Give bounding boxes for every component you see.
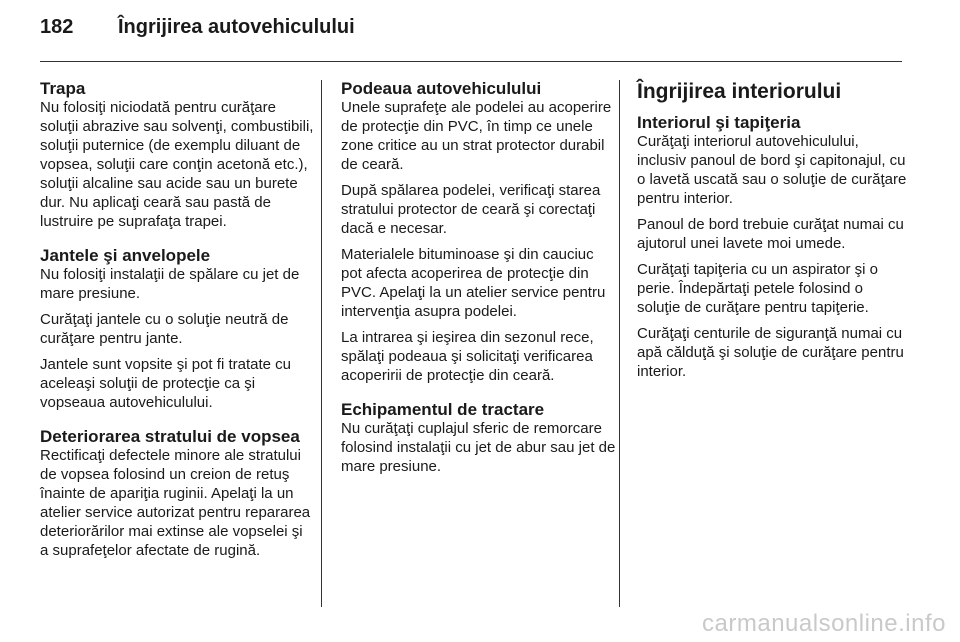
page-header [40,12,355,42]
paragraph: Unele suprafeţe ale podelei au acoperire de protecţie din PVC, în timp ce unele zone critice au un strat protector durabil de ceară. [341,99,612,173]
main-section-title: Îngrijirea interiorului [637,80,842,103]
column-left [40,80,315,567]
section-title-trapa: Trapa [40,79,86,98]
paragraph: Curăţaţi interiorul autovehiculului, inclusiv panoul de bord şi capitonajul, cu o lavetă uscată sau o soluţie de curăţare pentru interior. [637,133,907,207]
column-middle [341,80,616,483]
watermark: carmanualsonline.info [702,610,946,637]
section-title-podea: Podeaua autovehiculului [341,79,542,98]
paragraph: Curăţaţi centurile de siguranţă numai cu apă călduţă şi soluţie de curăţare pentru interior. [637,325,904,380]
page-number: 182 [40,15,74,38]
section-title-tractare: Echipamentul de tractare [341,400,545,419]
paragraph: Jantele sunt vopsite şi pot fi tratate cu aceleaşi soluţii de protecţie ca şi vopseaua autovehiculului. [40,356,291,411]
paragraph: Curăţaţi jantele cu o soluţie neutră de curăţare pentru jante. [40,311,289,347]
paragraph: Materialele bituminoase şi din cauciuc pot afecta acoperirea de protecţie din PVC. Apelaţi la un atelier service pentru intervenţia asupra podelei. [341,246,606,320]
paragraph: Nu folosiţi niciodată pentru curăţare soluţii abrazive sau solvenţi, combustibili, soluţii puternice (de exemplu diluant de vopsea, soluţii care conţin acetonă etc.), soluţii alcaline sau acide sau un burete dur. Nu aplicaţi ceară sau pastă de lustruire pe suprafaţa trapei. [40,99,314,230]
paragraph: La intrarea şi ieşirea din sezonul rece, spălaţi podeaua şi solicitaţi verificarea acoperirii de protecţie din ceară. [341,329,594,384]
section-title-jante: Jantele şi anvelopele [40,246,211,265]
column-divider [321,80,322,607]
paragraph: După spălarea podelei, verificaţi starea stratului protector de ceară şi corectaţi dacă e necesar. [341,182,601,237]
column-right [637,80,907,388]
paragraph: Nu curăţaţi cuplajul sferic de remorcare folosind instalaţii cu jet de abur sau jet de mare presiune. [341,420,616,475]
paragraph: Nu folosiţi instalaţii de spălare cu jet de mare presiune. [40,266,300,302]
section-title-interior: Interiorul şi tapiţeria [637,113,801,132]
paragraph: Rectificaţi defectele minore ale stratului de vopsea folosind un creion de retuş înainte de apariţia ruginii. Apelaţi la un atelier service autorizat pentru repararea deteriorărilor mai extinse ale vopselei şi a suprafeţelor afectate de rugină. [40,447,311,559]
chapter-title: Îngrijirea autovehiculului [118,15,355,38]
paragraph: Panoul de bord trebuie curăţat numai cu ajutorul unei lavete moi umede. [637,216,904,252]
paragraph: Curăţaţi tapiţeria cu un aspirator şi o perie. Îndepărtaţi petele folosind o soluţie de curăţare pentru tapiţerie. [637,261,878,316]
column-divider [619,80,620,607]
header-divider [40,61,902,62]
section-title-deteriorare: Deteriorarea stratului de vopsea [40,427,300,446]
